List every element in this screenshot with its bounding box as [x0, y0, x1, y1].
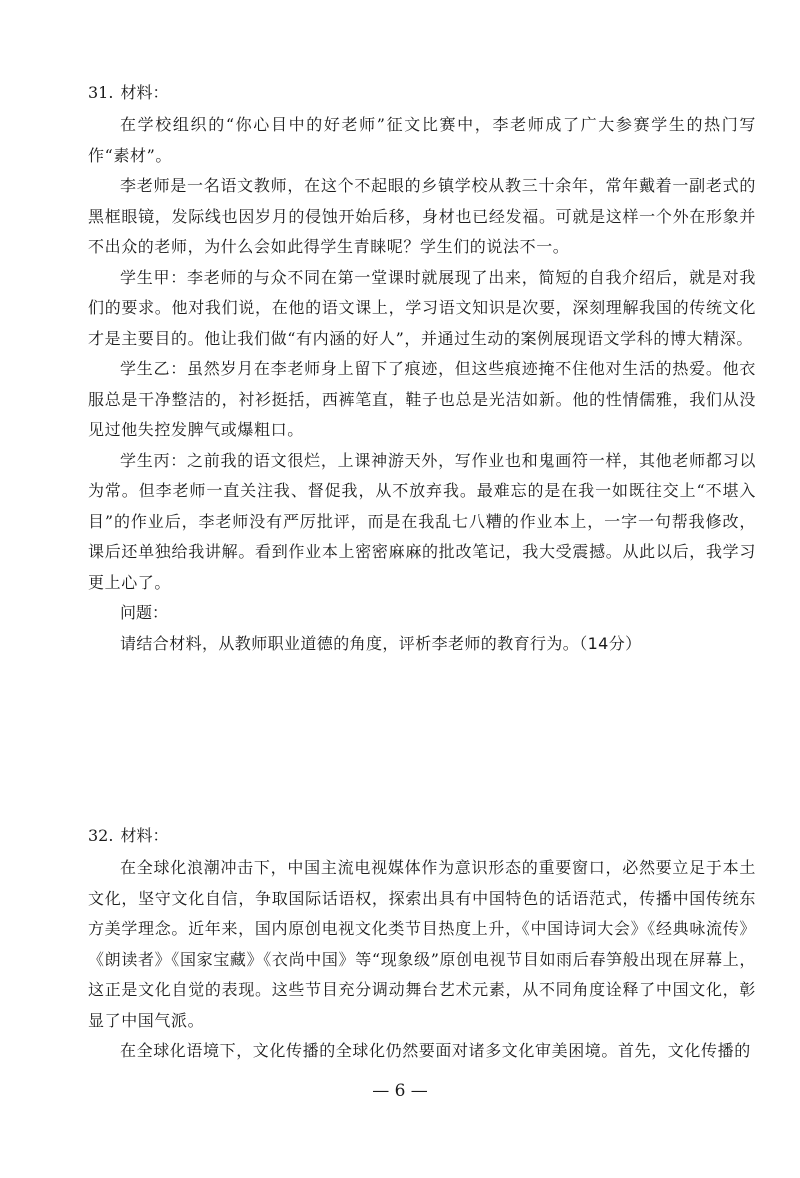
page-number: — 6 — — [372, 1081, 428, 1101]
question-31-material-label: 材料： — [120, 83, 169, 102]
question-31 — [88, 80, 756, 659]
q31-question-label: 问题： — [120, 603, 169, 622]
q32-paragraph-2: 在全球化语境下，文化传播的全球化仍然要面对诸多文化审美困境。首先，文化传播的 — [120, 1041, 751, 1060]
question-31-header — [88, 80, 756, 106]
question-32-number: 32. — [88, 826, 114, 845]
question-32-material-label: 材料： — [120, 826, 169, 845]
question-32 — [88, 823, 756, 1067]
q31-teacher-description: 李老师是一名语文教师，在这个不起眼的乡镇学校从教三十余年，常年戴着一副老式的黑框眼镜，发际线也因岁月的侵蚀开始后移，身材也已经发福。可就是这样一个外在形象并不出众的老师，为什么会如此得学生青睐呢？学生们的说法不一。 — [88, 176, 756, 256]
question-32-header — [88, 823, 756, 849]
q31-intro-paragraph: 在学校组织的“你心目中的好老师”征文比赛中，李老师成了广大参赛学生的热门写作“素材”。 — [88, 115, 756, 165]
question-31-number: 31. — [88, 83, 114, 102]
q31-task: 请结合材料，从教师职业道德的角度，评析李老师的教育行为。（14分） — [120, 633, 642, 653]
q31-student-a: 学生甲：李老师的与众不同在第一堂课时就展现了出来，简短的自我介绍后，就是对我们的要求。他对我们说，在他的语文课上，学习语文知识是次要，深刻理解我国的传统文化才是主要目的。他让我们做“有内涵的好人”，并通过生动的案例展现语文学科的博大精深。 — [88, 267, 756, 348]
q31-student-c: 学生丙：之前我的语文很烂，上课神游天外，写作业也和鬼画符一样，其他老师都习以为常。但李老师一直关注我、督促我，从不放弃我。最难忘的是在我一如既往交上“不堪入目”的作业后，李老师没有严厉批评，而是在我乱七八糟的作业本上，一字一句帮我修改，课后还单独给我讲解。看到作业本上密密麻麻的批改笔记，我大受震撼。从此以后，我学习更上心了。 — [88, 450, 756, 592]
q31-student-b: 学生乙：虽然岁月在李老师身上留下了痕迹，但这些痕迹掩不住他对生活的热爱。他衣服总是干净整洁的，衬衫挺括，西裤笔直，鞋子也总是光洁如新。他的性情儒雅，我们从没见过他失控发脾气或爆粗口。 — [88, 359, 756, 439]
q32-paragraph-1: 在全球化浪潮冲击下，中国主流电视媒体作为意识形态的重要窗口，必然要立足于本土文化，坚守文化自信，争取国际话语权，探索出具有中国特色的话语范式，传播中国传统东方美学理念。近年来，国内原创电视文化类节目热度上升，《中国诗词大会》《经典咏流传》《朗读者》《国家宝藏》《衣尚中国》等“现象级”原创电视节目如雨后春笋般出现在屏幕上，这正是文化自觉的表现。这些节目充分调动舞台艺术元素，从不同角度诠释了中国文化，彰显了中国气派。 — [88, 858, 756, 1030]
